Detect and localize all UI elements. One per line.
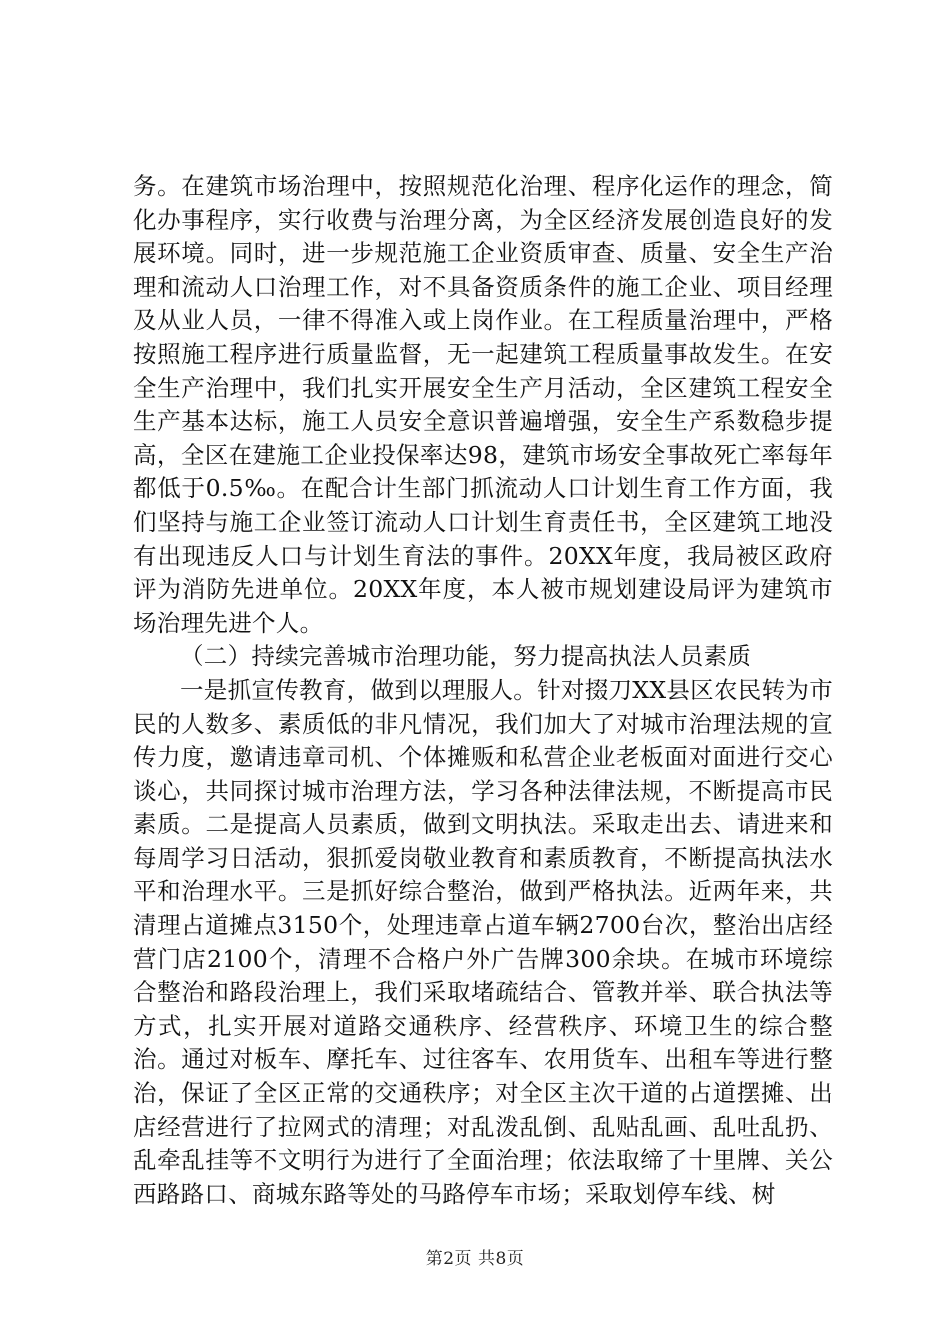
paragraph-publicity-education: 一是抓宣传教育，做到以理服人。针对掇刀XX县区农民转为市民的人数多、素质低的非凡情况，我们加大了对城市治理法规的宣传力度，邀请违章司机、个体摊贩和私营企业老板面对面进行交心谈心，共同探讨城市治理方法，学习各种法律法规，不断提高市民素质。二是提高人员素质，做到文明执法。采取走出去、请进来和每周学习日活动，狠抓爱岗敬业教育和素质教育，不断提高执法水平和治理水平。三是抓好综合整治，做到严格执法。近两年来，共清理占道摊点3150个，处理违章占道车辆2700台次，整治出店经营门店2100个，清理不合格户外广告牌300余块。在城市环境综合整治和路段治理上，我们采取堵疏结合、管教并举、联合执法等方式，扎实开展对道路交通秩序、经营秩序、环境卫生的综合整治。通过对板车、摩托车、过往客车、农用货车、出租车等进行整治，保证了全区正常的交通秩序；对全区主次干道的占道摆摊、出店经营进行了拉网式的清理；对乱泼乱倒、乱贴乱画、乱吐乱扔、乱牵乱挂等不文明行为进行了全面治理；依法取缔了十里牌、关公西路路口、商城东路等处的马路停车市场；采取划停车线、树 bbox=[133, 675, 833, 1208]
page-footer: 第2页 共8页 bbox=[425, 1249, 525, 1269]
section-heading-city-management: （二）持续完善城市治理功能，努力提高执法人员素质 bbox=[180, 642, 752, 671]
paragraph-construction-market: 务。在建筑市场治理中，按照规范化治理、程序化运作的理念，简化办事程序，实行收费与治理分离，为全区经济发展创造良好的发展环境。同时，进一步规范施工企业资质审查、质量、安全生产治理和流动人口治理工作，对不具备资质条件的施工企业、项目经理及从业人员，一律不得准入或上岗作业。在工程质量治理中，严格按照施工程序进行质量监督，无一起建筑工程质量事故发生。在安全生产治理中，我们扎实开展安全生产月活动，全区建筑工程安全生产基本达标，施工人员安全意识普遍增强，安全生产系数稳步提高，全区在建施工企业投保率达98，建筑市场安全事故死亡率每年都低于0.5‰。在配合计生部门抓流动人口计划生育工作方面，我们坚持与施工企业签订流动人口计划生育责任书，全区建筑工地没有出现违反人口与计划生育法的事件。20XX年度，我局被区政府评为消防先进单位。20XX年度，本人被市规划建设局评为建筑市场治理先进个人。 bbox=[133, 172, 833, 637]
document-body bbox=[133, 170, 833, 1211]
